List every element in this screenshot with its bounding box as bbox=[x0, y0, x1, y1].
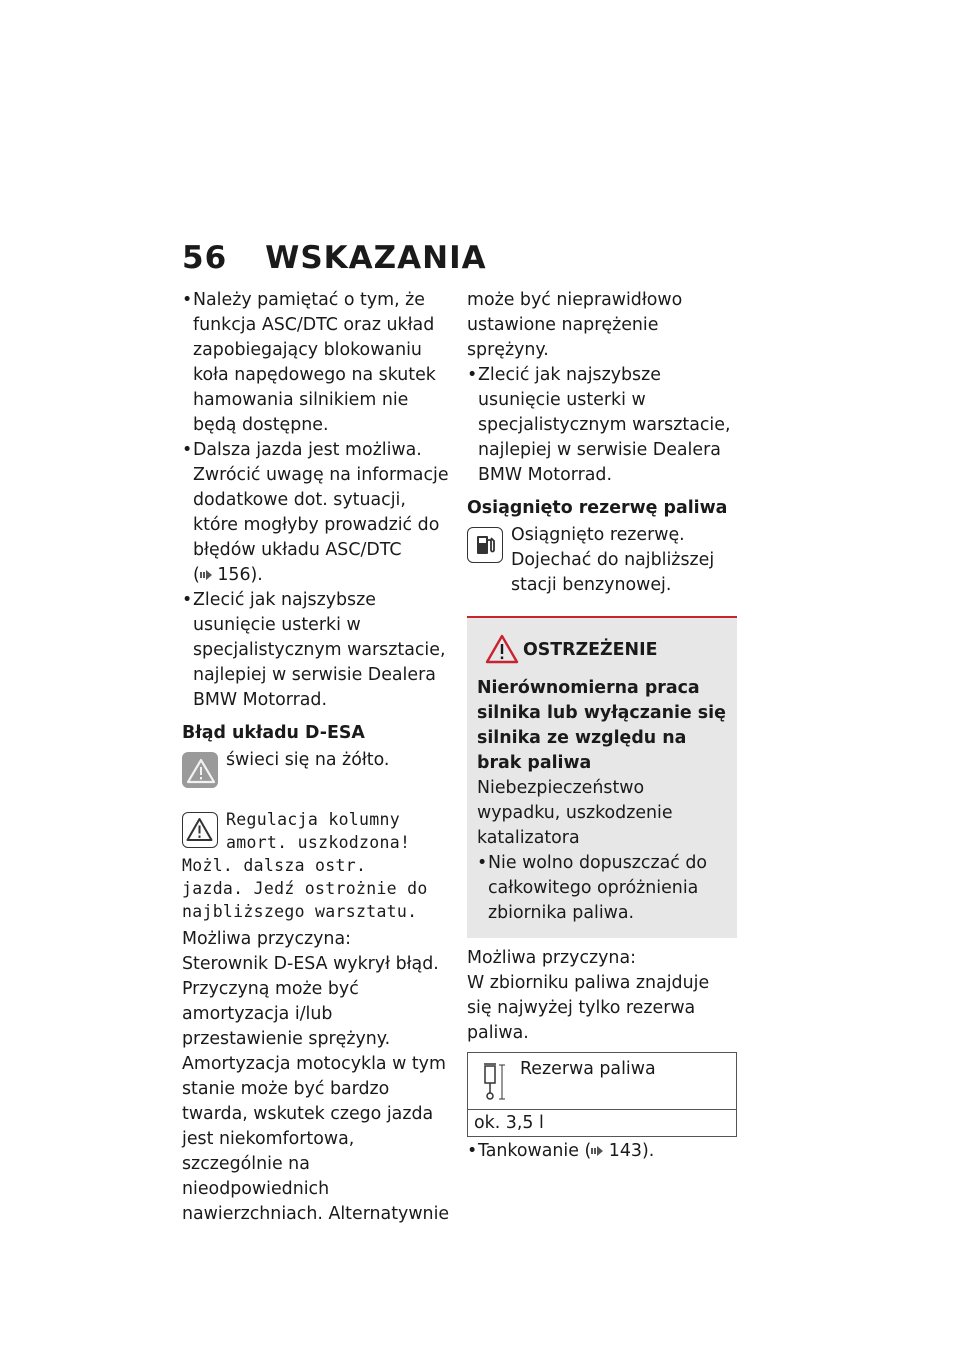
display-line: jazda. Jedź ostrożnie do bbox=[182, 879, 428, 898]
list-item: • Tankowanie ( 143). bbox=[467, 1139, 737, 1164]
warning-bold-text: Nierównomierna praca silnika lub wyłączanie się silnika ze względu na brak paliwa bbox=[477, 678, 726, 773]
bullet-list bbox=[182, 288, 450, 713]
fuel-pump-icon bbox=[467, 527, 503, 563]
section-heading: Osiągnięto rezerwę paliwa bbox=[467, 498, 728, 518]
warning-title: OSTRZEŻENIE bbox=[477, 630, 727, 664]
page-reference[interactable]: ( 156). bbox=[193, 565, 263, 585]
cause-text: Sterownik D-ESA wykrył błąd. Przyczyną może być amortyzacja i/lub przestawienie sprężyny. Amortyzacja motocykla w tym stanie może być bardzo twarda, wskutek czego jazda jest niekomfortowa, szczególnie na nieodpowiednich nawierzchniach. Alternatywnie bbox=[182, 954, 450, 1224]
cause-text: W zbiorniku paliwa znajduje się najwyżej tylko rezerwa paliwa. bbox=[467, 973, 710, 1043]
list-item: • Nie wolno dopuszczać do całkowitego opróżnienia zbiornika paliwa. bbox=[477, 851, 727, 926]
warning-bullet-list bbox=[477, 851, 727, 926]
warning-light-icon bbox=[182, 752, 218, 788]
warning-triangle-icon bbox=[485, 634, 519, 664]
bullet-list bbox=[467, 363, 737, 488]
arrow-right-icon bbox=[200, 570, 212, 580]
page-number: 56 bbox=[182, 240, 228, 276]
display-line: Możl. dalsza ostr. bbox=[182, 856, 367, 875]
right-column bbox=[467, 288, 737, 1164]
indicator-text: świeci się na żółto. bbox=[226, 750, 390, 770]
bullet-list bbox=[467, 1139, 737, 1164]
page-title: WSKAZANIA bbox=[265, 240, 487, 276]
list-item: • Należy pamiętać o tym, że funkcja ASC/DTC oraz układ zapobiegający blokowaniu koła napędowego na skutek hamowania silnikiem nie będą dostępne. bbox=[182, 288, 450, 438]
arrow-right-icon bbox=[591, 1146, 603, 1156]
warning-triangle-icon bbox=[182, 812, 218, 848]
indicator-row bbox=[182, 748, 450, 796]
display-line: amort. uszkodzona! bbox=[226, 833, 411, 852]
fuel-gauge-icon bbox=[480, 1061, 510, 1103]
display-message bbox=[182, 808, 450, 854]
spec-header bbox=[468, 1053, 736, 1110]
left-column bbox=[182, 288, 450, 1227]
indicator-text: Osiągnięto rezerwę. Dojechać do najbliższej stacji benzynowej. bbox=[511, 525, 715, 595]
list-item: • Zlecić jak najszybsze usunięcie usterki w specjalistycznym warsztacie, najlepiej w serwisie Dealera BMW Motorrad. bbox=[182, 588, 450, 713]
spec-value: ok. 3,5 l bbox=[474, 1113, 544, 1133]
warning-danger-text: Niebezpieczeństwo wypadku, uszkodzenie katalizatora bbox=[477, 778, 673, 848]
spec-label: Rezerwa paliwa bbox=[520, 1059, 656, 1079]
list-item: • Dalsza jazda jest możliwa. Zwrócić uwagę na informacje dodatkowe dot. sytuacji, które mogłyby prowadzić do błędów układu ASC/DTC ( 156). bbox=[182, 438, 450, 588]
page-header bbox=[182, 240, 487, 276]
list-item: • Zlecić jak najszybsze usunięcie usterki w specjalistycznym warsztacie, najlepiej w serwisie Dealera BMW Motorrad. bbox=[467, 363, 737, 488]
cause-label: Możliwa przyczyna: bbox=[182, 929, 351, 949]
section-heading: Błąd układu D-ESA bbox=[182, 723, 365, 743]
warning-box bbox=[467, 616, 737, 938]
cause-label: Możliwa przyczyna: bbox=[467, 948, 636, 968]
indicator-row bbox=[467, 523, 737, 598]
spec-table bbox=[467, 1052, 737, 1137]
page-reference[interactable]: 143). bbox=[591, 1141, 654, 1161]
display-line: najbliższego warsztatu. bbox=[182, 902, 418, 921]
display-line: Regulacja kolumny bbox=[226, 810, 400, 829]
continued-text: może być nieprawidłowo ustawione naprężenie sprężyny. bbox=[467, 290, 683, 360]
